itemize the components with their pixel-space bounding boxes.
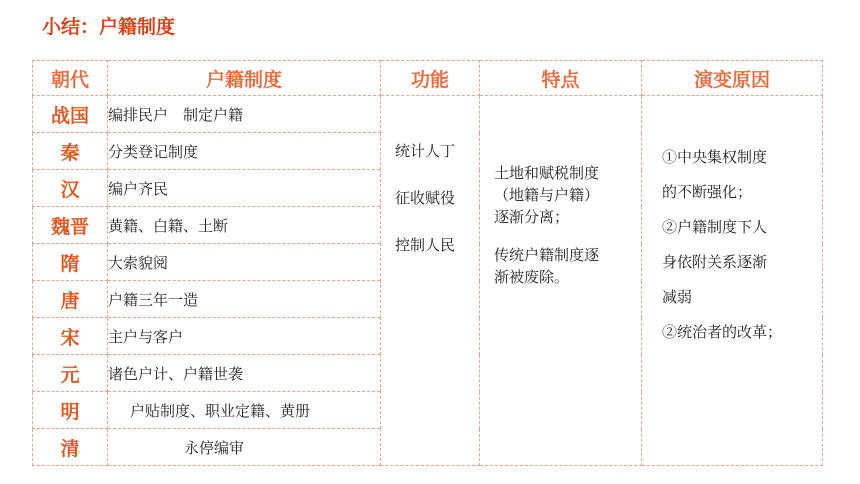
reason-line: 的不断强化；	[662, 183, 753, 201]
function-item: 控制人民	[395, 236, 456, 254]
feature-line: 渐被废除。	[494, 268, 570, 286]
system-cell: 黄籍、白籍、土断	[108, 207, 381, 244]
system-cell: 诸色户计、户籍世袭	[108, 355, 381, 392]
reason-line: ①中央集权制度	[662, 148, 768, 166]
dynasty-cell: 汉	[33, 170, 108, 207]
feature-line: 传统户籍制度逐	[494, 246, 600, 264]
feature-cell	[480, 96, 642, 466]
function-cell	[381, 96, 480, 466]
header-function: 功能	[381, 61, 480, 96]
feature-line: 土地和赋税制度	[494, 164, 600, 182]
function-item: 统计人丁	[395, 142, 456, 160]
dynasty-cell: 战国	[33, 96, 108, 133]
system-cell: 永停编审	[108, 429, 381, 466]
header-row	[33, 61, 823, 96]
system-cell: 编户齐民	[108, 170, 381, 207]
feature-line: 逐渐分离；	[494, 208, 570, 226]
system-cell: 主户与客户	[108, 318, 381, 355]
system-cell: 大索貌阅	[108, 244, 381, 281]
header-system: 户籍制度	[108, 61, 381, 96]
dynasty-cell: 隋	[33, 244, 108, 281]
dynasty-cell: 秦	[33, 133, 108, 170]
dynasty-cell: 明	[33, 392, 108, 429]
header-reason: 演变原因	[642, 61, 823, 96]
dynasty-cell: 魏晋	[33, 207, 108, 244]
system-cell: 户籍三年一造	[108, 281, 381, 318]
dynasty-cell: 清	[33, 429, 108, 466]
system-cell: 户贴制度、职业定籍、黄册	[108, 392, 381, 429]
reason-line: 身依附关系逐渐	[662, 253, 768, 271]
reason-cell	[642, 96, 823, 466]
page-title: 小结：户籍制度	[42, 16, 176, 38]
header-dynasty: 朝代	[33, 61, 108, 96]
reason-line: ②户籍制度下人	[662, 218, 768, 236]
dynasty-cell: 宋	[33, 318, 108, 355]
dynasty-cell: 元	[33, 355, 108, 392]
table-row	[33, 96, 823, 133]
reason-line: 减弱	[662, 288, 693, 306]
header-feature: 特点	[480, 61, 642, 96]
household-registration-table	[32, 60, 823, 466]
function-item: 征收赋役	[395, 189, 456, 207]
dynasty-cell: 唐	[33, 281, 108, 318]
feature-line: （地籍与户籍）	[494, 186, 600, 204]
system-cell: 编排民户 制定户籍	[108, 96, 381, 133]
system-cell: 分类登记制度	[108, 133, 381, 170]
reason-line: ②统治者的改革；	[662, 323, 783, 341]
